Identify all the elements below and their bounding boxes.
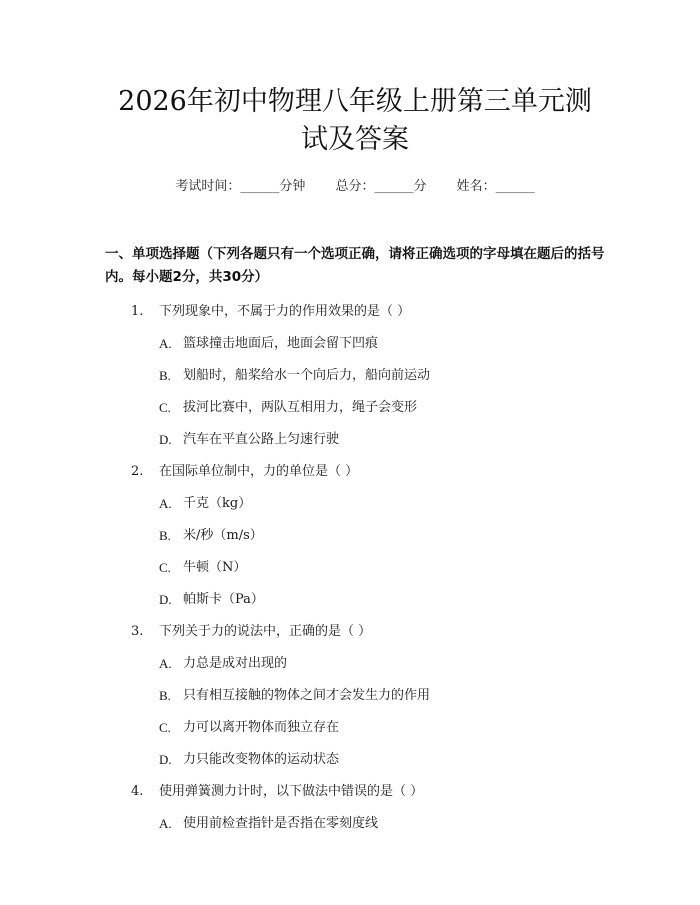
option-letter: C.: [159, 400, 171, 415]
option-c: [159, 717, 605, 739]
option-a: [159, 653, 605, 675]
option-list: [105, 333, 605, 451]
option-text: 千克（kg）: [183, 496, 252, 511]
section-heading: 一、单项选择题（下列各题只有一个选项正确，请将正确选项的字母填在题后的括号内。每小题2分，共30分）: [105, 246, 605, 285]
option-text: 使用前检查指针是否指在零刻度线: [183, 816, 379, 831]
option-text: 牛顿（N）: [183, 560, 247, 575]
exam-info: [105, 177, 605, 197]
option-d: [159, 429, 605, 451]
question-3: [105, 621, 605, 771]
option-letter: A.: [159, 816, 172, 831]
option-letter: D.: [159, 592, 172, 607]
question-4: [105, 781, 605, 835]
option-letter: A.: [159, 336, 172, 351]
question-stem: [105, 461, 605, 483]
option-list: [105, 653, 605, 771]
option-letter: C.: [159, 720, 171, 735]
option-letter: C.: [159, 560, 171, 575]
option-letter: D.: [159, 432, 172, 447]
question-text: 下列现象中，不属于力的作用效果的是（ ）: [159, 304, 411, 319]
question-2: [105, 461, 605, 611]
question-number: 3.: [131, 624, 144, 639]
question-text: 下列关于力的说法中，正确的是（ ）: [159, 624, 372, 639]
question-number: 2.: [131, 464, 144, 479]
option-b: [159, 365, 605, 387]
option-text: 篮球撞击地面后，地面会留下凹痕: [183, 336, 379, 351]
option-letter: D.: [159, 752, 172, 767]
question-1: [105, 301, 605, 451]
question-stem: [105, 301, 605, 323]
option-text: 力可以离开物体而独立存在: [183, 720, 340, 735]
page-title: 2026年初中物理八年级上册第三单元测试及答案: [118, 86, 592, 155]
option-a: [159, 493, 605, 515]
option-c: [159, 397, 605, 419]
option-text: 力总是成对出现的: [183, 656, 288, 671]
option-letter: B.: [159, 368, 171, 383]
option-letter: A.: [159, 496, 172, 511]
option-letter: A.: [159, 656, 172, 671]
option-letter: B.: [159, 528, 171, 543]
option-a: [159, 813, 605, 835]
option-list: [105, 813, 605, 835]
exam-time-field: 考试时间：______分钟: [175, 179, 306, 194]
option-text: 力只能改变物体的运动状态: [183, 752, 340, 767]
option-list: [105, 493, 605, 611]
option-d: [159, 589, 605, 611]
name-field: 姓名：______: [456, 179, 535, 194]
question-stem: [105, 781, 605, 803]
option-c: [159, 557, 605, 579]
option-text: 帕斯卡（Pa）: [183, 592, 264, 607]
option-a: [159, 333, 605, 355]
option-text: 拔河比赛中，两队互相用力，绳子会变形: [183, 400, 418, 415]
option-b: [159, 525, 605, 547]
question-text: 在国际单位制中，力的单位是（ ）: [159, 464, 359, 479]
option-d: [159, 749, 605, 771]
option-text: 划船时，船桨给水一个向后力，船向前运动: [183, 368, 431, 383]
question-list: [105, 301, 605, 835]
total-score-field: 总分：______分: [335, 179, 427, 194]
option-b: [159, 685, 605, 707]
option-text: 米/秒（m/s）: [183, 528, 263, 543]
question-number: 1.: [131, 304, 144, 319]
question-stem: [105, 621, 605, 643]
option-text: 只有相互接触的物体之间才会发生力的作用: [183, 688, 431, 703]
question-text: 使用弹簧测力计时，以下做法中错误的是（ ）: [159, 784, 424, 799]
option-text: 汽车在平直公路上匀速行驶: [183, 432, 340, 447]
question-number: 4.: [131, 784, 144, 799]
option-letter: B.: [159, 688, 171, 703]
